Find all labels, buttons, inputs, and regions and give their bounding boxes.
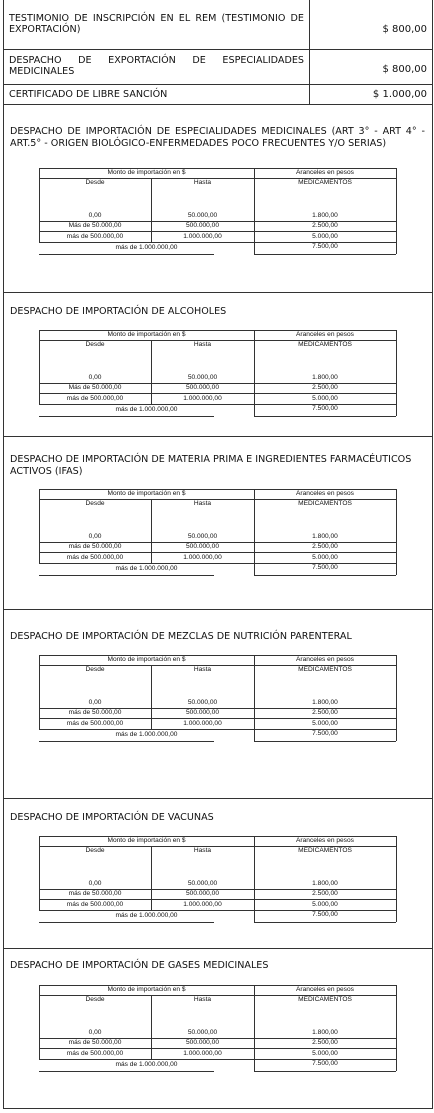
table-rule bbox=[254, 741, 396, 742]
header-aranceles: Aranceles en pesos bbox=[296, 169, 354, 176]
table-rule bbox=[39, 741, 214, 742]
cell-desde: más de 50.000,00 bbox=[68, 890, 122, 897]
fee-row-price: $ 1.000,00 bbox=[372, 89, 427, 100]
table-rule bbox=[254, 575, 396, 576]
cell-arancel: 5.000,00 bbox=[312, 233, 338, 240]
cell-desde: más de 50.000,00 bbox=[68, 543, 122, 550]
header-monto: Monto de importación en $ bbox=[107, 490, 186, 497]
cell-arancel: 1.800,00 bbox=[312, 212, 338, 219]
cell-hasta: 50.000,00 bbox=[187, 880, 218, 887]
cell-last-arancel: 7.500,00 bbox=[312, 564, 338, 571]
cell-arancel: 2.500,00 bbox=[312, 890, 338, 897]
table-rule bbox=[39, 575, 214, 576]
fee-row-price: $ 800,00 bbox=[382, 64, 427, 75]
cell-arancel: 5.000,00 bbox=[312, 901, 338, 908]
header-desde: Desde bbox=[85, 996, 105, 1003]
cell-arancel: 5.000,00 bbox=[312, 720, 338, 727]
cell-desde: más de 50.000,00 bbox=[68, 1039, 122, 1046]
fee-row-price: $ 800,00 bbox=[382, 24, 427, 35]
cell-hasta: 1.000.000,00 bbox=[183, 233, 222, 240]
cell-arancel: 5.000,00 bbox=[312, 395, 338, 402]
tariff-table bbox=[39, 985, 396, 1074]
cell-last-label: más de 1.000.000,00 bbox=[115, 406, 178, 413]
cell-hasta: 1.000.000,00 bbox=[183, 554, 222, 561]
tariff-table bbox=[39, 655, 396, 744]
column-divider bbox=[309, 0, 310, 49]
cell-hasta: 50.000,00 bbox=[187, 374, 218, 381]
cell-hasta: 50.000,00 bbox=[187, 699, 218, 706]
header-desde: Desde bbox=[85, 179, 105, 186]
cell-hasta: 50.000,00 bbox=[187, 212, 218, 219]
cell-hasta: 50.000,00 bbox=[187, 533, 218, 540]
cell-desde: Más de 50.000,00 bbox=[68, 384, 122, 391]
cell-last-arancel: 7.500,00 bbox=[312, 911, 338, 918]
header-desde: Desde bbox=[85, 500, 105, 507]
cell-arancel: 1.800,00 bbox=[312, 374, 338, 381]
cell-arancel: 2.500,00 bbox=[312, 1039, 338, 1046]
cell-hasta: 1.000.000,00 bbox=[183, 720, 222, 727]
table-rule bbox=[39, 231, 396, 232]
table-rule bbox=[396, 655, 397, 741]
table-rule bbox=[254, 416, 396, 417]
header-hasta: Hasta bbox=[193, 500, 212, 507]
fee-row-label: DESPACHO DE EXPORTACIÓN DE ESPECIALIDADES MEDICINALES bbox=[9, 55, 304, 77]
cell-last-arancel: 7.500,00 bbox=[312, 243, 338, 250]
column-divider bbox=[309, 85, 310, 104]
header-aranceles: Aranceles en pesos bbox=[296, 656, 354, 663]
cell-arancel: 1.800,00 bbox=[312, 1029, 338, 1036]
cell-arancel: 5.000,00 bbox=[312, 554, 338, 561]
section-title: DESPACHO DE IMPORTACIÓN DE VACUNAS bbox=[10, 812, 214, 823]
cell-desde: 0,00 bbox=[88, 212, 102, 219]
header-medicamentos: MEDICAMENTOS bbox=[298, 500, 352, 507]
header-hasta: Hasta bbox=[193, 341, 212, 348]
table-rule bbox=[39, 922, 214, 923]
cell-desde: más de 500.000,00 bbox=[66, 233, 124, 240]
section-materia-prima bbox=[4, 437, 432, 610]
header-monto: Monto de importación en $ bbox=[107, 656, 186, 663]
header-monto: Monto de importación en $ bbox=[107, 169, 186, 176]
fee-row-label: CERTIFICADO DE LIBRE SANCIÓN bbox=[9, 89, 168, 100]
cell-arancel: 2.500,00 bbox=[312, 222, 338, 229]
section-vacunas bbox=[4, 799, 432, 949]
cell-arancel: 1.800,00 bbox=[312, 880, 338, 887]
tariff-table bbox=[39, 489, 396, 578]
table-rule bbox=[254, 1071, 396, 1072]
table-rule bbox=[254, 254, 396, 255]
cell-desde: más de 500.000,00 bbox=[66, 1050, 124, 1057]
section-title: DESPACHO DE IMPORTACIÓN DE ESPECIALIDADES MEDICINALES (ART 3° - ART 4° - ART.5° - ORIGEN BIOLÓGICO-ENFERMEDADES POCO FRECUENTES Y/O SERIAS) bbox=[10, 126, 425, 149]
cell-arancel: 2.500,00 bbox=[312, 543, 338, 550]
tariff-table bbox=[39, 836, 396, 925]
cell-last-label: más de 1.000.000,00 bbox=[115, 1061, 178, 1068]
table-rule bbox=[396, 168, 397, 254]
cell-last-label: más de 1.000.000,00 bbox=[115, 912, 178, 919]
section-title: DESPACHO DE IMPORTACIÓN DE ALCOHOLES bbox=[10, 306, 227, 317]
header-monto: Monto de importación en $ bbox=[107, 837, 186, 844]
cell-arancel: 1.800,00 bbox=[312, 699, 338, 706]
cell-desde: 0,00 bbox=[88, 533, 102, 540]
table-rule bbox=[39, 254, 214, 255]
header-aranceles: Aranceles en pesos bbox=[296, 986, 354, 993]
cell-hasta: 500.000,00 bbox=[185, 222, 219, 229]
cell-desde: 0,00 bbox=[88, 699, 102, 706]
cell-last-arancel: 7.500,00 bbox=[312, 730, 338, 737]
section-nutricion-parenteral bbox=[4, 610, 432, 799]
table-rule bbox=[39, 1071, 214, 1072]
cell-arancel: 1.800,00 bbox=[312, 533, 338, 540]
table-rule bbox=[39, 416, 214, 417]
cell-last-arancel: 7.500,00 bbox=[312, 405, 338, 412]
header-desde: Desde bbox=[85, 341, 105, 348]
cell-hasta: 1.000.000,00 bbox=[183, 395, 222, 402]
cell-hasta: 500.000,00 bbox=[185, 890, 219, 897]
section-gases-medicinales bbox=[4, 949, 432, 1108]
cell-last-arancel: 7.500,00 bbox=[312, 1060, 338, 1067]
cell-desde: más de 50.000,00 bbox=[68, 709, 122, 716]
table-rule bbox=[396, 836, 397, 922]
cell-hasta: 500.000,00 bbox=[185, 543, 219, 550]
table-rule bbox=[39, 899, 396, 900]
cell-arancel: 5.000,00 bbox=[312, 1050, 338, 1057]
header-medicamentos: MEDICAMENTOS bbox=[298, 996, 352, 1003]
table-rule bbox=[254, 922, 396, 923]
table-rule bbox=[39, 718, 396, 719]
table-rule bbox=[39, 393, 396, 394]
header-medicamentos: MEDICAMENTOS bbox=[298, 179, 352, 186]
fee-row-despacho-exportacion bbox=[4, 50, 432, 85]
tariff-table bbox=[39, 330, 396, 419]
header-hasta: Hasta bbox=[193, 996, 212, 1003]
table-rule bbox=[39, 1048, 396, 1049]
section-title: DESPACHO DE IMPORTACIÓN DE MATERIA PRIMA E INGREDIENTES FARMACÉUTICOS ACTIVOS (IFAS) bbox=[10, 454, 412, 477]
cell-desde: más de 500.000,00 bbox=[66, 720, 124, 727]
header-monto: Monto de importación en $ bbox=[107, 331, 186, 338]
table-rule bbox=[396, 489, 397, 575]
header-medicamentos: MEDICAMENTOS bbox=[298, 666, 352, 673]
fee-schedule-page bbox=[3, 0, 433, 1109]
header-hasta: Hasta bbox=[193, 666, 212, 673]
cell-desde: más de 500.000,00 bbox=[66, 554, 124, 561]
header-monto: Monto de importación en $ bbox=[107, 986, 186, 993]
section-alcoholes bbox=[4, 293, 432, 437]
cell-desde: más de 500.000,00 bbox=[66, 395, 124, 402]
section-title: DESPACHO DE IMPORTACIÓN DE GASES MEDICINALES bbox=[10, 960, 269, 971]
header-aranceles: Aranceles en pesos bbox=[296, 331, 354, 338]
cell-desde: 0,00 bbox=[88, 1029, 102, 1036]
cell-last-label: más de 1.000.000,00 bbox=[115, 244, 178, 251]
cell-hasta: 50.000,00 bbox=[187, 1029, 218, 1036]
table-rule bbox=[39, 552, 396, 553]
header-desde: Desde bbox=[85, 666, 105, 673]
cell-desde: más de 500.000,00 bbox=[66, 901, 124, 908]
table-rule bbox=[396, 330, 397, 416]
cell-desde: 0,00 bbox=[88, 880, 102, 887]
fee-row-certificado bbox=[4, 85, 432, 105]
cell-hasta: 500.000,00 bbox=[185, 384, 219, 391]
cell-hasta: 500.000,00 bbox=[185, 709, 219, 716]
cell-hasta: 1.000.000,00 bbox=[183, 901, 222, 908]
header-medicamentos: MEDICAMENTOS bbox=[298, 847, 352, 854]
section-title: DESPACHO DE IMPORTACIÓN DE MEZCLAS DE NUTRICIÓN PARENTERAL bbox=[10, 631, 352, 642]
section-especialidades bbox=[4, 105, 432, 293]
header-aranceles: Aranceles en pesos bbox=[296, 490, 354, 497]
header-desde: Desde bbox=[85, 847, 105, 854]
cell-arancel: 2.500,00 bbox=[312, 709, 338, 716]
tariff-table bbox=[39, 168, 396, 257]
cell-last-label: más de 1.000.000,00 bbox=[115, 731, 178, 738]
header-hasta: Hasta bbox=[193, 847, 212, 854]
cell-hasta: 1.000.000,00 bbox=[183, 1050, 222, 1057]
cell-arancel: 2.500,00 bbox=[312, 384, 338, 391]
table-rule bbox=[396, 985, 397, 1071]
cell-hasta: 500.000,00 bbox=[185, 1039, 219, 1046]
cell-last-label: más de 1.000.000,00 bbox=[115, 565, 178, 572]
header-aranceles: Aranceles en pesos bbox=[296, 837, 354, 844]
column-divider bbox=[309, 50, 310, 84]
cell-desde: 0,00 bbox=[88, 374, 102, 381]
header-hasta: Hasta bbox=[193, 179, 212, 186]
fee-row-label: TESTIMONIO DE INSCRIPCIÓN EN EL REM (TESTIMONIO DE EXPORTACIÓN) bbox=[9, 13, 304, 35]
header-medicamentos: MEDICAMENTOS bbox=[298, 341, 352, 348]
cell-desde: Más de 50.000,00 bbox=[68, 222, 122, 229]
fee-row-testimonio bbox=[4, 0, 432, 50]
